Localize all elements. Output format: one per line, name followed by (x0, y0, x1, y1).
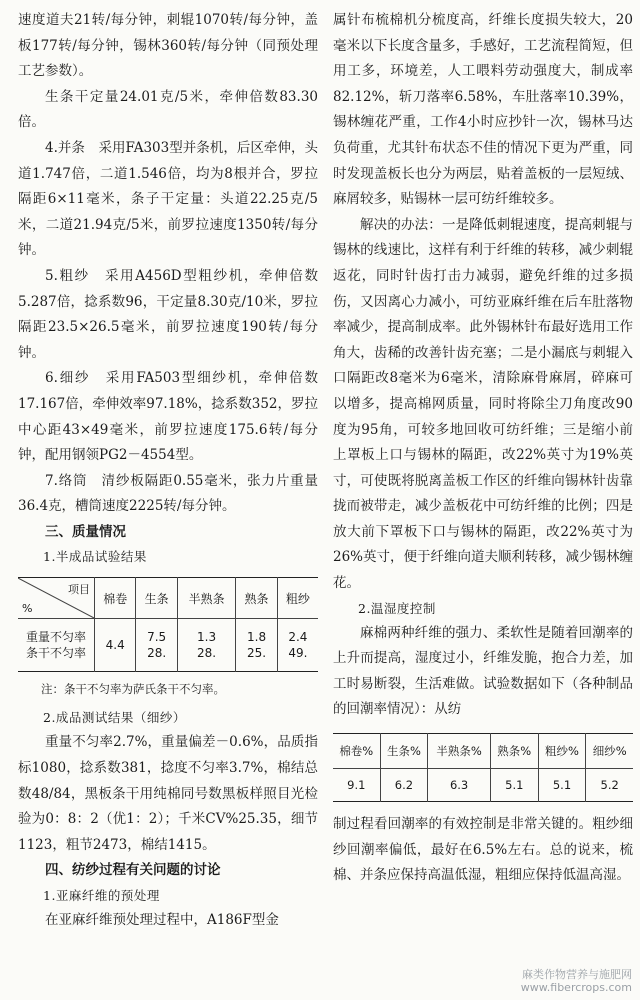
table-cell: 2.4 49. (277, 619, 318, 672)
corner-label-unit: % (22, 602, 33, 616)
paragraph-carding-continued: 属针布梳棉机分梳度高，纤维长度损失较大，20毫米以下长度含量多，手感好，工艺流程简短，但用工多，环境差，人工喂料劳动强度大，制成率82.12%，斩刀落率6.58%，车肚落率10.39%，锡林缠花严重，工作4小时应抄针一次，锡林马达负荷重，尤其针布状态不佳的情况下更为严重，同时发现盖板长也分为两层，贴着盖板的一层短绒、麻屑较多，贴锡林一层可纺纤维较多。 (333, 12, 633, 208)
paragraph-conclusion: 制过程看回潮率的有效控制是非常关键的。粗纱细纱回潮率偏低，最好在6.5%左右。总的说来，梳棉、并条应保持高温低湿，粗细应保持低温高湿。 (333, 816, 633, 884)
table-cell: 6.3 (428, 769, 491, 802)
table-cell: 5.2 (586, 769, 633, 802)
section-heading-quality: 三、质量情况 (45, 523, 126, 540)
table-corner-cell (18, 578, 95, 619)
table-header: 粗纱% (538, 734, 586, 769)
table-header: 熟条 (236, 578, 277, 619)
table-header: 生条 (136, 578, 177, 619)
paragraph-roving: 5.粗纱 采用A456D型粗纱机，牵伸倍数5.287倍，捻系数96，干定量8.30克/10米，罗拉隔距23.5×26.5毫米，前罗拉速度190转/每分钟。 (18, 267, 318, 361)
table-row (18, 619, 318, 672)
paragraph-solution: 解决的办法：一是降低刺辊速度，提高刺辊与锡林的线速比，这样有利于纤维的转移，减少刺辊返花，同时针齿打击力减弱，避免纤维的过多损伤，又因离心力减小，可纺亚麻纤维在后车肚落物率减少，提高制成率。此外锡林针布最好选用工作角大，齿稀的改善针齿充塞；二是小漏底与刺辊入口隔距改8毫米为6毫米，清除麻骨麻屑，碎麻可以增多，提高棉网质量，同时将除尘刀角度改90度为95角，可较多地回收可纺纤维；三是缩小前上罩板上口与锡林的隔距，改22%英寸为19%英寸，可使既将脱离盖板工作区的纤维向锡林针齿靠拢而被带走，减少盖板花中可纺纤维的比例；四是放大前下罩板下口与锡林的隔距，改22%英寸为26%英寸，便于纤维向道夫顺利转移，减少锡林缠花。 (333, 216, 634, 592)
table-cell: 5.1 (538, 769, 586, 802)
table-header: 细纱% (586, 734, 633, 769)
section-heading-discussion: 四、纺纱过程有关问题的讨论 (45, 862, 221, 879)
paragraph-humidity: 麻棉两种纤维的强力、柔软性是随着回潮率的上升而提高，湿度过小，纤维发脆，抱合力差，加工时易断裂，生活难做。试验数据如下（各种制品的回潮率情况）：从纺 (333, 624, 633, 718)
paragraph-spinning: 6.细纱 采用FA503型细纱机，牵伸倍数17.167倍，牵伸效率97.18%，捻系数352，罗拉中心距43×49毫米，前罗拉速度175.6转/每分钟，配用钢领PG2－4554型。 (18, 370, 318, 464)
table-cell: 9.1 (347, 778, 366, 793)
table-note: 注：条干不匀率为萨氏条干不匀率。 (41, 682, 225, 697)
table-row (333, 769, 633, 802)
watermark-title: 麻类作物营养与施肥网 (522, 968, 632, 981)
subsection-yarn-results: 2.成品测试结果（细纱） (43, 710, 186, 726)
subsection-humidity: 2.温湿度控制 (358, 600, 436, 616)
table-cell: 7.5 28. (136, 619, 177, 672)
table-header: 棉卷 (95, 578, 136, 619)
table-header: 棉卷% (333, 734, 380, 769)
table-header: 半熟条% (428, 734, 491, 769)
subsection-pretreatment: 1.亚麻纤维的预处理 (43, 888, 160, 904)
row-label: 条干不匀率 (25, 646, 86, 661)
table-cell: 6.2 (380, 769, 428, 802)
paragraph-yarn-results: 重量不匀率2.7%，重量偏差－0.6%，品质指标1080，捻系数381，捻度不匀率3.7%，棉结总数48/84，黑板条干用纯棉同号数黑板样照目光检验为0：8：2（优1：2）；千米CV%25.35，细节1123，粗节2473，棉结1415。 (18, 734, 318, 853)
subsection-semi-products: 1.半成品试验结果 (43, 549, 147, 565)
table-cell: 4.4 (95, 619, 136, 672)
right-column (333, 8, 633, 889)
table-header: 生条% (380, 734, 428, 769)
semi-product-table (18, 577, 318, 672)
row-label: 重量不匀率 (25, 630, 86, 645)
site-watermark (521, 968, 632, 994)
paragraph-sliver: 生条干定量24.01克/5米，牵伸倍数83.30倍。 (18, 88, 318, 131)
table-header: 熟条% (490, 734, 538, 769)
moisture-regain-table (333, 733, 633, 802)
table-header: 粗纱 (277, 578, 318, 619)
table-header: 半熟条 (177, 578, 236, 619)
corner-label-item: 项目 (68, 583, 90, 597)
paragraph-winding: 7.络筒 清纱板隔距0.55毫米，张力片重量36.4克，槽筒速度2225转/每分钟。 (18, 472, 318, 515)
table-cell: 1.3 28. (177, 619, 236, 672)
row-labels-cell (18, 619, 95, 672)
watermark-url: www.fibercrops.com (520, 981, 632, 994)
table-cell: 5.1 (490, 769, 538, 802)
paragraph-pretreatment: 在亚麻纤维预处理过程中，A186F型金 (45, 912, 279, 929)
left-column (18, 8, 318, 934)
paragraph-carding-speeds: 速度道夫21转/每分钟，刺辊1070转/每分钟，盖板177转/每分钟，锡林360转/每分钟（同预处理工艺参数）。 (18, 12, 318, 80)
table-cell: 1.8 25. (236, 619, 277, 672)
paragraph-drawing: 4.并条 采用FA303型并条机，后区牵伸，头道1.747倍，二道1.546倍，均为8根并合，罗拉隔距6×11毫米，条子干定量：头道22.25克/5米，二道21.94克/5米，前罗拉速度1350转/每分钟。 (18, 139, 318, 259)
